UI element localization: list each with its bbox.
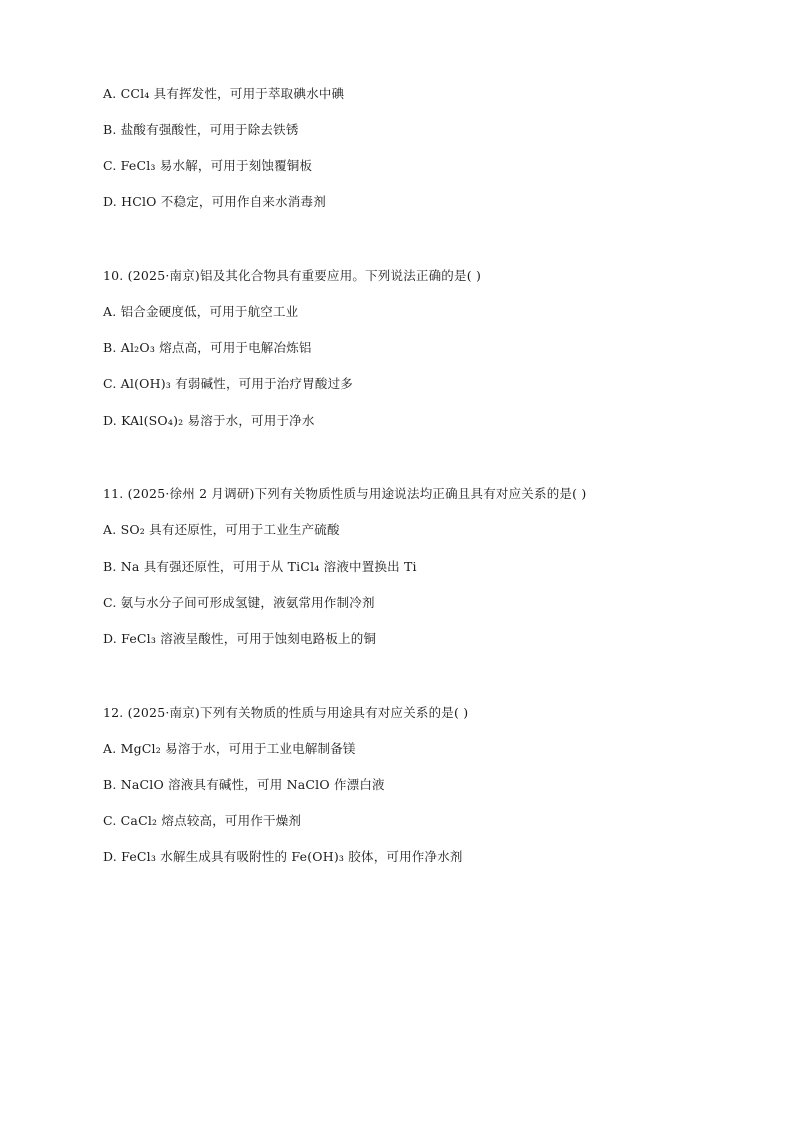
q12-stem: 12. (2025·南京)下列有关物质的性质与用途具有对应关系的是( ) <box>103 705 469 720</box>
q9-option-a: A. CCl₄ 具有挥发性，可用于萃取碘水中碘 <box>103 86 345 101</box>
q12-option-a: A. MgCl₂ 易溶于水，可用于工业电解制备镁 <box>103 741 356 756</box>
q12-option-c: C. CaCl₂ 熔点较高，可用作干燥剂 <box>103 813 302 828</box>
q11-option-a: A. SO₂ 具有还原性，可用于工业生产硫酸 <box>103 522 340 537</box>
q10-option-c: C. Al(OH)₃ 有弱碱性，可用于治疗胃酸过多 <box>103 376 353 391</box>
q10-stem: 10. (2025·南京)铝及其化合物具有重要应用。下列说法正确的是( ) <box>103 268 482 283</box>
q9-option-c: C. FeCl₃ 易水解，可用于刻蚀覆铜板 <box>103 158 313 173</box>
q11-stem: 11. (2025·徐州 2 月调研)下列有关物质性质与用途说法均正确且具有对应关系的是( ) <box>103 486 587 501</box>
q10-option-a: A. 铝合金硬度低，可用于航空工业 <box>103 304 299 319</box>
q11-option-b: B. Na 具有强还原性，可用于从 TiCl₄ 溶液中置换出 Ti <box>103 559 417 574</box>
q12-option-d: D. FeCl₃ 水解生成具有吸附性的 Fe(OH)₃ 胶体，可用作净水剂 <box>103 849 463 864</box>
q12-option-b: B. NaClO 溶液具有碱性，可用 NaClO 作漂白液 <box>103 777 385 792</box>
q9-option-d: D. HClO 不稳定，可用作自来水消毒剂 <box>103 194 326 209</box>
q9-option-b: B. 盐酸有强酸性，可用于除去铁锈 <box>103 122 299 137</box>
q11-option-d: D. FeCl₃ 溶液呈酸性，可用于蚀刻电路板上的铜 <box>103 631 377 646</box>
q10-option-d: D. KAl(SO₄)₂ 易溶于水，可用于净水 <box>103 413 315 428</box>
q10-option-b: B. Al₂O₃ 熔点高，可用于电解冶炼铝 <box>103 340 312 355</box>
q11-option-c: C. 氨与水分子间可形成氢键，液氨常用作制冷剂 <box>103 595 375 610</box>
